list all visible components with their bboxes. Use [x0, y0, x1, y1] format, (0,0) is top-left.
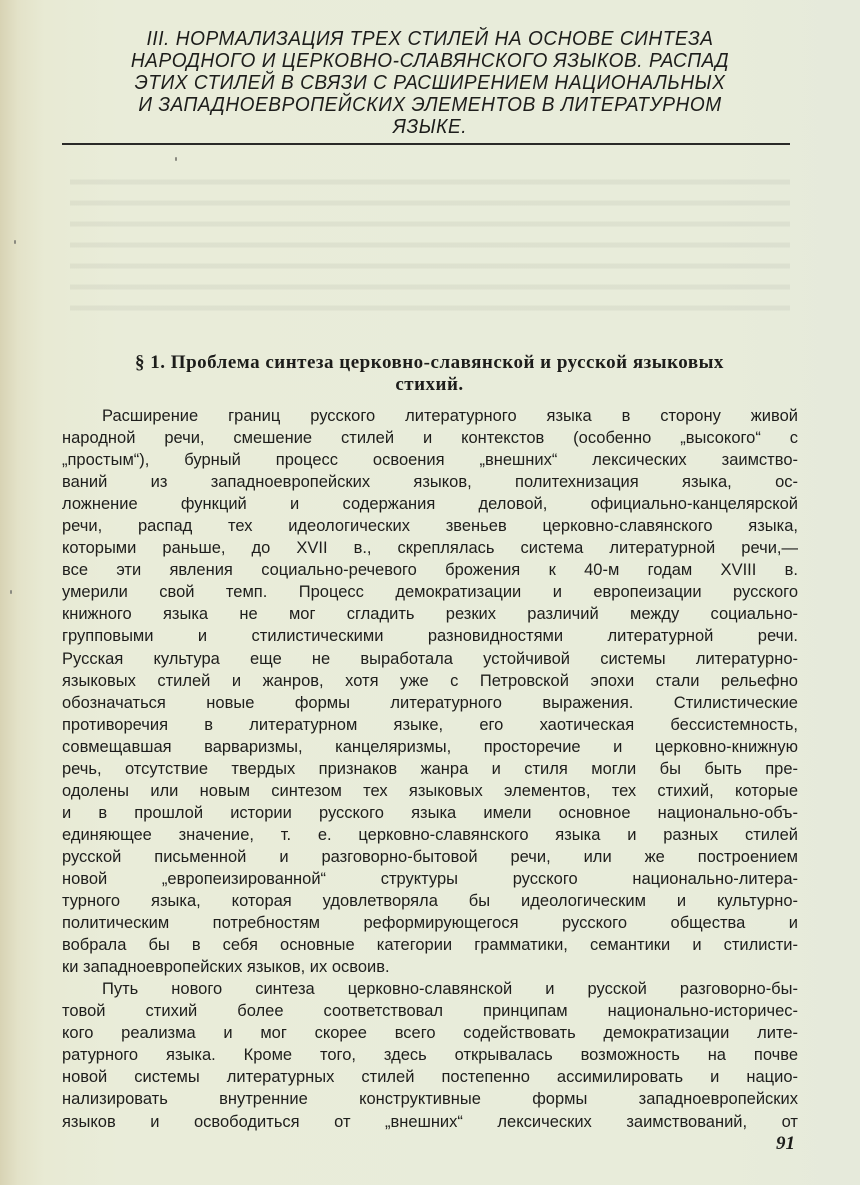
paragraph-line: ратурного языка. Кроме того, здесь открывалась возможность на почве	[62, 1046, 798, 1065]
paragraph-line: все эти явления социально-речевого брожения к 40-м годам XVIII в.	[62, 561, 798, 580]
paragraph-line: политическим потребностям реформирующегося русского общества и	[62, 914, 798, 933]
paragraph-line: ваний из западноевропейских языков, политехнизация языка, ос-	[62, 473, 798, 492]
paragraph-line: ложнение функций и содержания деловой, официально-канцелярской	[62, 495, 798, 514]
paragraph-line: речь, отсутствие твердых признаков жанра и стиля могли бы быть пре-	[62, 759, 798, 778]
title-divider	[62, 143, 790, 145]
paragraph-line: новой „европеизированной“ структуры русского национально-литера-	[62, 869, 798, 888]
paragraph-line: „простым“), бурный процесс освоения „внешних“ лексических заимство-	[62, 451, 798, 470]
section-heading-line: § 1. Проблема синтеза церковно-славянской и русской языковых	[135, 352, 724, 373]
chapter-title-line: III. НОРМАЛИЗАЦИЯ ТРЕХ СТИЛЕЙ НА ОСНОВЕ СИНТЕЗА	[146, 27, 714, 50]
chapter-title-line: И ЗАПАДНОЕВРОПЕЙСКИХ ЭЛЕМЕНТОВ В ЛИТЕРАТУРНОМ	[138, 93, 722, 116]
paragraph-line: умерили свой темп. Процесс демократизации и европеизации русского	[62, 583, 798, 602]
paragraph-line: групповыми и стилистическими разновидностями литературной речи.	[62, 627, 798, 646]
paragraph-line: обозначаться новые формы литературного выражения. Стилистические	[62, 693, 798, 712]
paragraph-line: Расширение границ русского литературного языка в сторону живой	[102, 407, 798, 425]
section-heading	[62, 352, 797, 396]
paragraph-line: языковых стилей и жанров, хотя уже с Петровской эпохи стали рельефно	[62, 671, 798, 690]
paragraph-line: речи, распад тех идеологических звеньев церковно-славянского языка,	[62, 517, 798, 536]
paragraph-line: ки западноевропейских языков, их освоив.	[62, 958, 390, 977]
paragraph-line: единяющее значение, т. е. церковно-славянского языка и разных стилей	[62, 825, 798, 844]
print-speck	[14, 240, 16, 244]
chapter-title-line: ЯЗЫКЕ.	[392, 115, 468, 138]
paragraph-line: которыми раньше, до XVII в., скреплялась система литературной речи,—	[62, 539, 798, 558]
paragraph-line: кого реализма и мог скорее всего содействовать демократизации лите-	[62, 1024, 798, 1043]
paragraph-line: Русская культура еще не выработала устойчивой системы литературно-	[62, 649, 798, 668]
show-through-text	[70, 170, 790, 320]
paragraph-line: нализировать внутренние конструктивные формы западноевропейских	[62, 1090, 798, 1109]
paragraph-line: и в прошлой истории русского языка имели основное национально-объ-	[62, 803, 798, 822]
chapter-title-line: НАРОДНОГО И ЦЕРКОВНО-СЛАВЯНСКОГО ЯЗЫКОВ. РАСПАД	[130, 49, 730, 72]
chapter-title-line: ЭТИХ СТИЛЕЙ В СВЯЗИ С РАСШИРЕНИЕМ НАЦИОНАЛЬНЫХ	[134, 71, 726, 94]
chapter-title	[88, 28, 772, 138]
paragraph-line: совмещавшая варваризмы, канцеляризмы, просторечие и церковно-книжную	[62, 737, 798, 756]
print-speck	[10, 590, 12, 594]
paragraph-line: противоречия в литературном языке, его хаотическая бессистемность,	[62, 715, 798, 734]
body-text	[62, 405, 798, 1133]
paragraph-line: товой стихий более соответствовал принципам национально-историчес-	[62, 1002, 798, 1021]
paragraph-line: народной речи, смешение стилей и контекстов (особенно „высокого“ с	[62, 429, 798, 448]
section-heading-line: стихий.	[395, 374, 464, 395]
paragraph-line: русской письменной и разговорно-бытовой речи, или же построением	[62, 847, 798, 866]
paragraph-line: Путь нового синтеза церковно-славянской и русской разговорно-бы-	[102, 980, 798, 999]
paragraph-line: книжного языка не мог сгладить резких различий между социально-	[62, 605, 798, 624]
page-number: 91	[776, 1133, 795, 1154]
paragraph-line: вобрала бы в себя основные категории грамматики, семантики и стилисти-	[62, 936, 798, 955]
paragraph-line: новой системы литературных стилей постепенно ассимилировать и нацио-	[62, 1068, 798, 1087]
paragraph-line: языков и освободиться от „внешних“ лексических заимствований, от	[62, 1112, 798, 1131]
paragraph-line: одолены или новым синтезом тех языковых элементов, тех стихий, которые	[62, 781, 798, 800]
print-speck	[175, 157, 177, 161]
paragraph-line: турного языка, которая удовлетворяла бы идеологическим и культурно-	[62, 892, 798, 911]
